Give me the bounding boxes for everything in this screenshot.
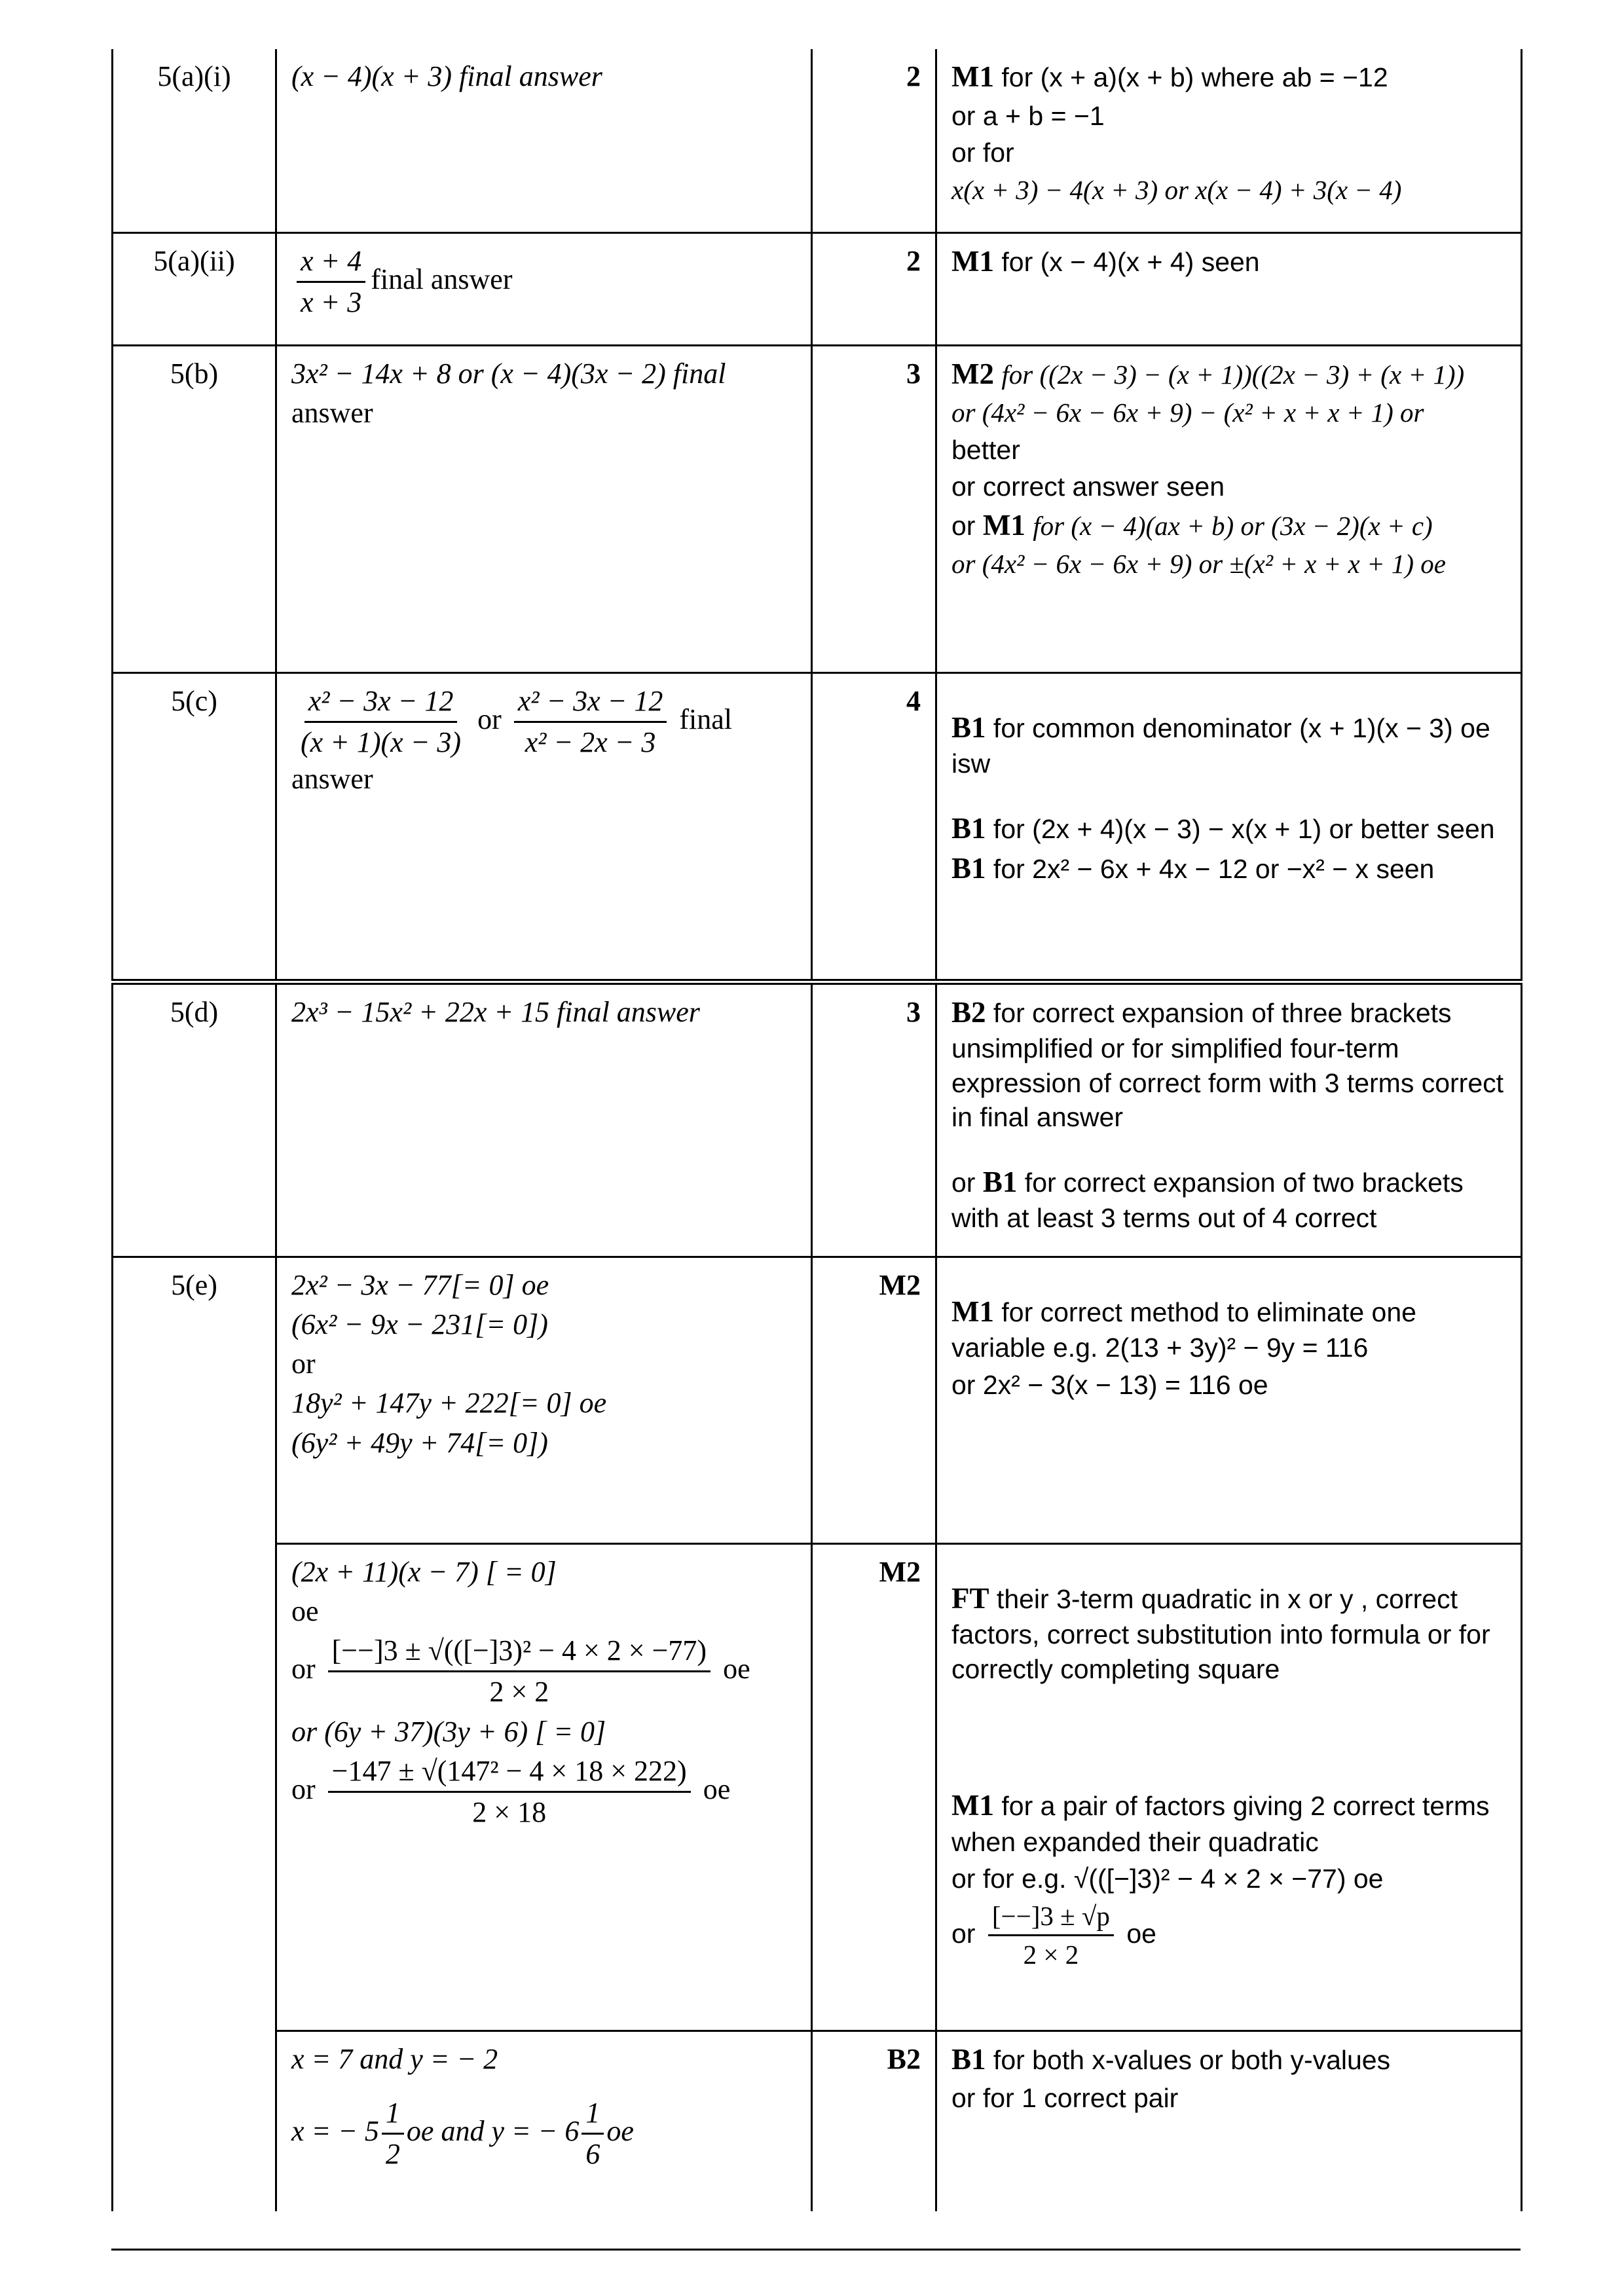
- table-row: [113, 49, 1522, 232]
- table-row: [113, 1543, 1522, 2031]
- answer-line: or (6y + 37)(3y + 6) [ = 0]: [291, 1715, 606, 1748]
- mark-code: M1: [951, 60, 994, 93]
- answer-cell: [276, 1257, 812, 1543]
- answer-fraction: $\frac{\text{x² − 3x − 12}}{(x + 1)(x - 3)}$: [297, 683, 465, 762]
- answer-cell: [276, 982, 812, 1257]
- marks-cell: 4: [812, 672, 936, 982]
- answer-line: or: [291, 1348, 316, 1380]
- answer-fraction: $\frac{\text{−147 ± √(147² − 4 × 18 × 222)}}{2 \times 18}$: [328, 1753, 691, 1831]
- table-row: [113, 1257, 1522, 1543]
- guidance-line: B1 for both x-values or both y-values: [951, 2042, 1391, 2076]
- answer-cell: [276, 49, 812, 232]
- guidance-formula-line: or $\frac{[--]3 \pm √p}{2 \times 2}$ oe: [951, 1899, 1506, 1972]
- guidance-line: B2 for correct expansion of three brackets unsimplified or for simplified four-term expression of correct form with 3 terms correct in final answer: [951, 995, 1504, 1133]
- marks-cell: 3: [812, 982, 936, 1257]
- guidance-line: M1 for (x + a)(x + b) where ab = −12: [951, 60, 1388, 93]
- guidance-line: M1 for (x − 4)(x + 4) seen: [951, 244, 1260, 278]
- guidance-line: or (4x² − 6x − 6x + 9) or ±(x² + x + x + 1) oe: [951, 549, 1446, 579]
- guidance-line: or correct answer seen: [951, 471, 1225, 502]
- guidance-cell: [936, 49, 1522, 232]
- mark-scheme-sheet: [111, 49, 1521, 2211]
- guidance-line: M1 for correct method to eliminate one variable e.g. 2(13 + 3y)² − 9y = 116: [951, 1295, 1416, 1363]
- guidance-line: FT their 3-term quadratic in x or y , correct factors, correct substitution into formula or for correctly completing square: [951, 1581, 1490, 1684]
- question-number: 5(c): [113, 672, 276, 982]
- answer-mixed-line: x = − 5 $\frac{1}{2}$ oe and y = − 6 $\frac{1}{6}$ oe: [291, 2095, 796, 2173]
- answer-cell: $\frac{x + 4}{x + 3}$ final answer: [276, 232, 812, 345]
- answer-line: 18y² + 147y + 222[= 0] oe: [291, 1387, 607, 1420]
- answer-fraction: $\frac{\text{[−−]3 ± √(([−]3)² − 4 × 2 × −77)}}{2 \times 2}$: [328, 1632, 710, 1711]
- table-row: [113, 232, 1522, 345]
- guidance-line: or for 1 correct pair: [951, 2083, 1179, 2114]
- guidance-line: M2 for ((2x − 3) − (x + 1))((2x − 3) + (x + 1)): [951, 357, 1465, 390]
- guidance-line: B1 for (2x + 4)(x − 3) − x(x + 1) or better seen: [951, 811, 1495, 845]
- marks-cell: B2: [812, 2031, 936, 2211]
- guidance-cell: [936, 1543, 1522, 2031]
- guidance-fraction: $\frac{[--]3 \pm √p}{2 \times 2}$: [988, 1899, 1114, 1972]
- guidance-line: better: [951, 434, 1020, 465]
- answer-formula-line: or $\frac{\text{−147 ± √(147² − 4 × 18 × 222)}}{2 \times 18}$ oe: [291, 1753, 796, 1831]
- guidance-line: or 2x² − 3(x − 13) = 116 oe: [951, 1369, 1268, 1400]
- table-row: [113, 672, 1522, 982]
- table-row: [113, 345, 1522, 672]
- guidance-cell: [936, 232, 1522, 345]
- answer-line: 2x³ − 15x² + 22x + 15 final answer: [291, 995, 700, 1028]
- guidance-line: or (4x² − 6x − 6x + 9) − (x² + x + x + 1) or: [951, 397, 1424, 428]
- question-number: 5(e): [113, 1257, 276, 2211]
- answer-line: 2x² − 3x − 77[= 0] oe: [291, 1268, 549, 1301]
- answer-line: answer: [291, 396, 373, 429]
- table-bottom-rule: [111, 2249, 1521, 2251]
- marks-cell: 2: [812, 49, 936, 232]
- guidance-line: x(x + 3) − 4(x + 3) or x(x − 4) + 3(x − 4): [951, 174, 1402, 205]
- answer-cell: $\frac{\text{x² − 3x − 12}}{(x + 1)(x - 3)}$ or $\frac{\text{x² − 3x − 12}}{\text{x² − 2x − 3}}$ final answer: [276, 672, 812, 982]
- marks-cell: M2: [812, 1257, 936, 1543]
- table-row: [113, 2031, 1522, 2211]
- answer-cell: [276, 1543, 812, 2031]
- guidance-cell: [936, 2031, 1522, 2211]
- marks-cell: 3: [812, 345, 936, 672]
- answer-line: answer: [291, 763, 373, 796]
- question-number: 5(a)(i): [113, 49, 276, 232]
- guidance-line: or for: [951, 138, 1014, 168]
- answer-cell: [276, 2031, 812, 2211]
- guidance-line: or M1 for (x − 4)(ax + b) or (3x − 2)(x + c): [951, 508, 1433, 542]
- answer-line: 3x² − 14x + 8 or (x − 4)(3x − 2) final: [291, 357, 726, 390]
- answer-fraction: $\frac{\text{x² − 3x − 12}}{\text{x² − 2x − 3}}$: [514, 683, 667, 762]
- marks-cell: 2: [812, 232, 936, 345]
- guidance-line: or B1 for correct expansion of two brackets with at least 3 terms out of 4 correct: [951, 1165, 1464, 1234]
- answer-line: (2x + 11)(x − 7) [ = 0]: [291, 1555, 557, 1588]
- guidance-cell: [936, 1257, 1522, 1543]
- guidance-cell: [936, 982, 1522, 1257]
- answer-line: (6x² − 9x − 231[= 0]): [291, 1308, 548, 1340]
- guidance-line: or for e.g. √(([−]3)² − 4 × 2 × −77) oe: [951, 1864, 1384, 1894]
- answer-line: oe: [291, 1594, 319, 1627]
- answer-line: (6y² + 49y + 74[= 0]): [291, 1426, 548, 1459]
- answer-fraction: $\frac{x + 4}{x + 3}$: [297, 243, 365, 322]
- table-row: [113, 982, 1522, 1257]
- guidance-line: or a + b = −1: [951, 100, 1105, 131]
- question-number: 5(b): [113, 345, 276, 672]
- answer-line: (x − 4)(x + 3) final answer: [291, 60, 602, 92]
- answer-line: x = 7 and y = − 2: [291, 2042, 498, 2075]
- guidance-line: M1 for a pair of factors giving 2 correct terms when expanded their quadratic: [951, 1789, 1490, 1857]
- question-number: 5(d): [113, 982, 276, 1257]
- guidance-line: B1 for 2x² − 6x + 4x − 12 or −x² − x seen: [951, 852, 1435, 885]
- question-number: 5(a)(ii): [113, 232, 276, 345]
- mark-scheme-table: [111, 49, 1522, 2211]
- guidance-cell: [936, 672, 1522, 982]
- guidance-cell: [936, 345, 1522, 672]
- marks-cell: M2: [812, 1543, 936, 2031]
- answer-cell: [276, 345, 812, 672]
- answer-formula-line: or $\frac{\text{[−−]3 ± √(([−]3)² − 4 × 2 × −77)}}{2 \times 2}$ oe: [291, 1632, 796, 1711]
- guidance-line: B1 for common denominator (x + 1)(x − 3) oe isw: [951, 710, 1490, 779]
